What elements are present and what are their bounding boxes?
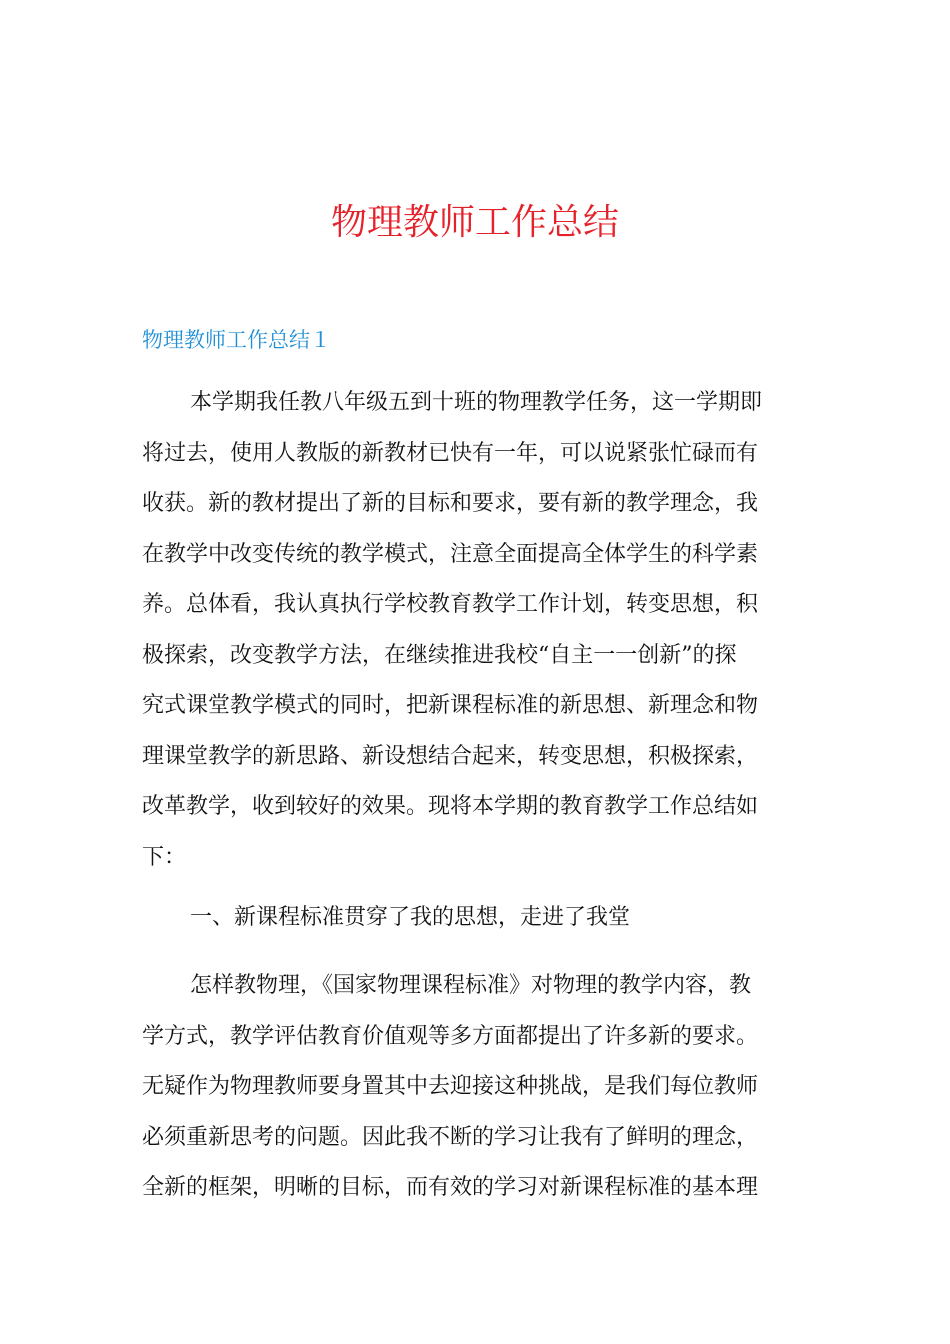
paragraph-line: 理课堂教学的新思路、新设想结合起来，转变思想，积极探索， — [142, 743, 759, 769]
paragraph-line: 怎样教物理，《国家物理课程标准》对物理的教学内容，教 — [190, 973, 752, 998]
paragraph-2 — [142, 961, 810, 1214]
paragraph-line: 极探索，改变教学方法，在继续推进我校“自主一一创新”的探 — [142, 642, 737, 668]
section-heading: 物理教师工作总结１ — [142, 328, 331, 352]
paragraph-line: 无疑作为物理教师要身置其中去迎接这种挑战，是我们每位教师 — [142, 1074, 759, 1099]
paragraph-line: 养。总体看，我认真执行学校教育教学工作计划，转变思想，积 — [142, 592, 759, 617]
document-title: 物理教师工作总结 — [330, 202, 619, 243]
paragraph-line: 将过去，使用人教版的新教材已快有一年，可以说紧张忙碌而有 — [142, 440, 759, 466]
subheading — [142, 893, 810, 944]
paragraph-line: 学方式，教学评估教育价值观等多方面都提出了许多新的要求。 — [142, 1023, 759, 1049]
paragraph-line: 收获。新的教材提出了新的目标和要求，要有新的教学理念，我 — [142, 491, 759, 516]
paragraph-line: 全新的框架，明晰的目标，而有效的学习对新课程标准的基本理 — [142, 1175, 759, 1200]
paragraph-line: 下： — [142, 844, 187, 870]
subheading-text: 一、新课程标准贯穿了我的思想，走进了我堂 — [190, 905, 631, 930]
paragraph-line: 究式课堂教学模式的同时，把新课程标准的新思想、新理念和物 — [142, 693, 759, 718]
paragraph-line: 改革教学，收到较好的效果。现将本学期的教育教学工作总结如 — [142, 794, 759, 819]
paragraph-1 — [142, 378, 810, 883]
paragraph-line: 本学期我任教八年级五到十班的物理教学任务，这一学期即 — [190, 390, 763, 415]
paragraph-line: 必须重新思考的问题。因此我不断的学习让我有了鲜明的理念， — [142, 1124, 759, 1150]
paragraph-line: 在教学中改变传统的教学模式，注意全面提高全体学生的科学素 — [142, 541, 759, 567]
